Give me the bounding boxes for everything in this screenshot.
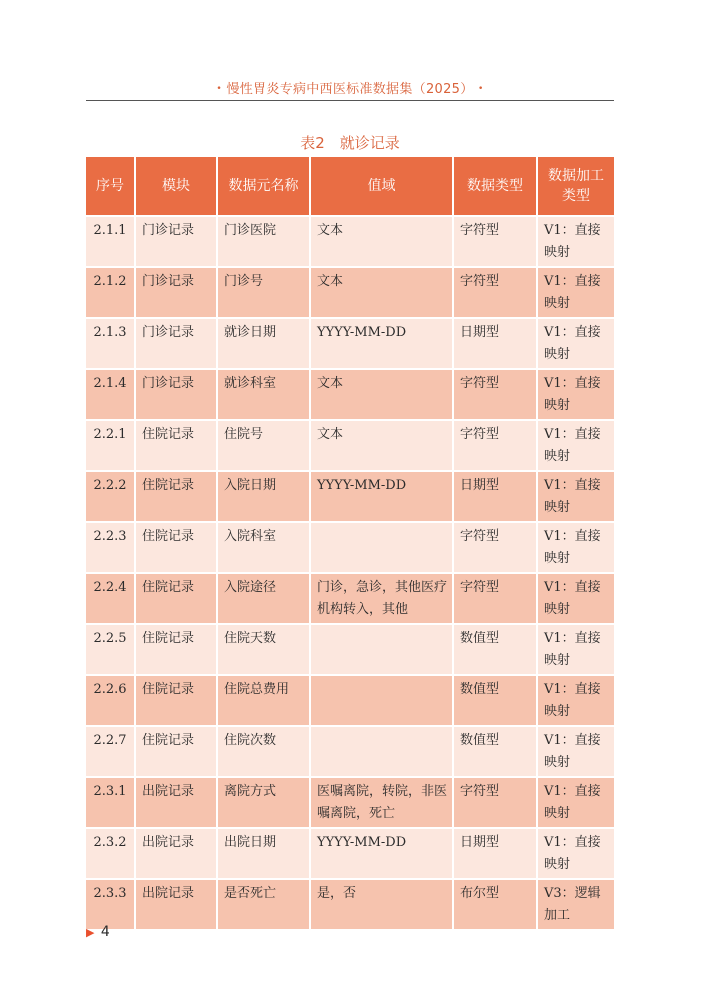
cell-index: 2.1.3 xyxy=(86,319,136,370)
header-bullet-right: • xyxy=(477,84,484,94)
cell-element-name: 就诊日期 xyxy=(218,319,311,370)
cell-data-type: 字符型 xyxy=(454,217,538,268)
table-body xyxy=(86,217,614,931)
cell-data-type: 字符型 xyxy=(454,268,538,319)
cell-value-domain xyxy=(311,625,454,676)
cell-value-domain: 门诊，急诊，其他医疗机构转入，其他 xyxy=(311,574,454,625)
cell-element-name: 出院日期 xyxy=(218,829,311,880)
cell-index: 2.1.1 xyxy=(86,217,136,268)
cell-index: 2.3.1 xyxy=(86,778,136,829)
cell-module: 住院记录 xyxy=(136,727,218,778)
cell-module: 出院记录 xyxy=(136,880,218,931)
cell-processing-type: V1：直接映射 xyxy=(538,472,614,523)
cell-index: 2.3.3 xyxy=(86,880,136,931)
cell-index: 2.3.2 xyxy=(86,829,136,880)
table-row xyxy=(86,574,614,625)
cell-processing-type: V1：直接映射 xyxy=(538,370,614,421)
cell-value-domain: 文本 xyxy=(311,268,454,319)
cell-module: 门诊记录 xyxy=(136,319,218,370)
cell-value-domain: 文本 xyxy=(311,370,454,421)
cell-index: 2.2.6 xyxy=(86,676,136,727)
table-row xyxy=(86,625,614,676)
cell-module: 住院记录 xyxy=(136,625,218,676)
cell-processing-type: V1：直接映射 xyxy=(538,268,614,319)
cell-processing-type: V3：逻辑加工 xyxy=(538,880,614,931)
cell-value-domain: 医嘱离院，转院，非医嘱离院，死亡 xyxy=(311,778,454,829)
cell-data-type: 字符型 xyxy=(454,421,538,472)
cell-element-name: 入院途径 xyxy=(218,574,311,625)
cell-module: 住院记录 xyxy=(136,421,218,472)
cell-value-domain: 文本 xyxy=(311,217,454,268)
cell-processing-type: V1：直接映射 xyxy=(538,421,614,472)
table-row xyxy=(86,472,614,523)
cell-data-type: 日期型 xyxy=(454,319,538,370)
cell-value-domain xyxy=(311,523,454,574)
cell-module: 住院记录 xyxy=(136,523,218,574)
table-header-row xyxy=(86,157,614,217)
cell-element-name: 住院天数 xyxy=(218,625,311,676)
cell-element-name: 入院日期 xyxy=(218,472,311,523)
cell-module: 住院记录 xyxy=(136,676,218,727)
cell-element-name: 住院号 xyxy=(218,421,311,472)
cell-element-name: 住院总费用 xyxy=(218,676,311,727)
table-row xyxy=(86,727,614,778)
cell-value-domain: 文本 xyxy=(311,421,454,472)
table-caption: 表2 就诊记录 xyxy=(300,134,400,152)
col-header-processing-type: 数据加工类型 xyxy=(538,157,614,217)
cell-value-domain: YYYY-MM-DD xyxy=(311,472,454,523)
records-table xyxy=(86,157,614,931)
cell-element-name: 住院次数 xyxy=(218,727,311,778)
cell-value-domain: 是，否 xyxy=(311,880,454,931)
cell-index: 2.1.2 xyxy=(86,268,136,319)
cell-value-domain: YYYY-MM-DD xyxy=(311,829,454,880)
cell-data-type: 字符型 xyxy=(454,574,538,625)
cell-processing-type: V1：直接映射 xyxy=(538,574,614,625)
cell-data-type: 数值型 xyxy=(454,676,538,727)
cell-value-domain: YYYY-MM-DD xyxy=(311,319,454,370)
cell-index: 2.2.2 xyxy=(86,472,136,523)
table-row xyxy=(86,829,614,880)
header-rule xyxy=(86,100,614,101)
cell-element-name: 就诊科室 xyxy=(218,370,311,421)
cell-element-name: 入院科室 xyxy=(218,523,311,574)
cell-processing-type: V1：直接映射 xyxy=(538,523,614,574)
cell-value-domain xyxy=(311,727,454,778)
cell-index: 2.1.4 xyxy=(86,370,136,421)
cell-processing-type: V1：直接映射 xyxy=(538,319,614,370)
cell-processing-type: V1：直接映射 xyxy=(538,625,614,676)
cell-processing-type: V1：直接映射 xyxy=(538,778,614,829)
cell-module: 门诊记录 xyxy=(136,217,218,268)
cell-index: 2.2.3 xyxy=(86,523,136,574)
page-number: 4 xyxy=(100,924,110,940)
cell-data-type: 布尔型 xyxy=(454,880,538,931)
cell-element-name: 门诊医院 xyxy=(218,217,311,268)
cell-data-type: 日期型 xyxy=(454,472,538,523)
table-row xyxy=(86,268,614,319)
running-header xyxy=(86,78,614,97)
page-marker-icon: ▶ xyxy=(86,926,95,939)
cell-module: 门诊记录 xyxy=(136,268,218,319)
table-row xyxy=(86,370,614,421)
table-row xyxy=(86,523,614,574)
col-header-value-domain: 值域 xyxy=(311,157,454,217)
cell-index: 2.2.4 xyxy=(86,574,136,625)
cell-data-type: 字符型 xyxy=(454,778,538,829)
cell-processing-type: V1：直接映射 xyxy=(538,829,614,880)
cell-index: 2.2.5 xyxy=(86,625,136,676)
col-header-index: 序号 xyxy=(86,157,136,217)
col-header-module: 模块 xyxy=(136,157,218,217)
cell-processing-type: V1：直接映射 xyxy=(538,727,614,778)
col-header-element-name: 数据元名称 xyxy=(218,157,311,217)
cell-module: 门诊记录 xyxy=(136,370,218,421)
cell-module: 住院记录 xyxy=(136,574,218,625)
cell-processing-type: V1：直接映射 xyxy=(538,217,614,268)
table-row xyxy=(86,778,614,829)
table-row xyxy=(86,217,614,268)
cell-element-name: 门诊号 xyxy=(218,268,311,319)
page-footer xyxy=(86,924,110,940)
table-row xyxy=(86,319,614,370)
header-title: 慢性胃炎专病中西医标准数据集（2025） xyxy=(226,82,474,97)
cell-data-type: 字符型 xyxy=(454,523,538,574)
cell-element-name: 离院方式 xyxy=(218,778,311,829)
cell-module: 住院记录 xyxy=(136,472,218,523)
cell-index: 2.2.1 xyxy=(86,421,136,472)
col-header-data-type: 数据类型 xyxy=(454,157,538,217)
cell-value-domain xyxy=(311,676,454,727)
cell-module: 出院记录 xyxy=(136,829,218,880)
cell-data-type: 字符型 xyxy=(454,370,538,421)
header-bullet-left: • xyxy=(216,84,223,94)
cell-index: 2.2.7 xyxy=(86,727,136,778)
table-row xyxy=(86,421,614,472)
table-row xyxy=(86,676,614,727)
cell-data-type: 数值型 xyxy=(454,625,538,676)
table-row xyxy=(86,880,614,931)
cell-element-name: 是否死亡 xyxy=(218,880,311,931)
cell-data-type: 数值型 xyxy=(454,727,538,778)
cell-data-type: 日期型 xyxy=(454,829,538,880)
cell-module: 出院记录 xyxy=(136,778,218,829)
cell-processing-type: V1：直接映射 xyxy=(538,676,614,727)
